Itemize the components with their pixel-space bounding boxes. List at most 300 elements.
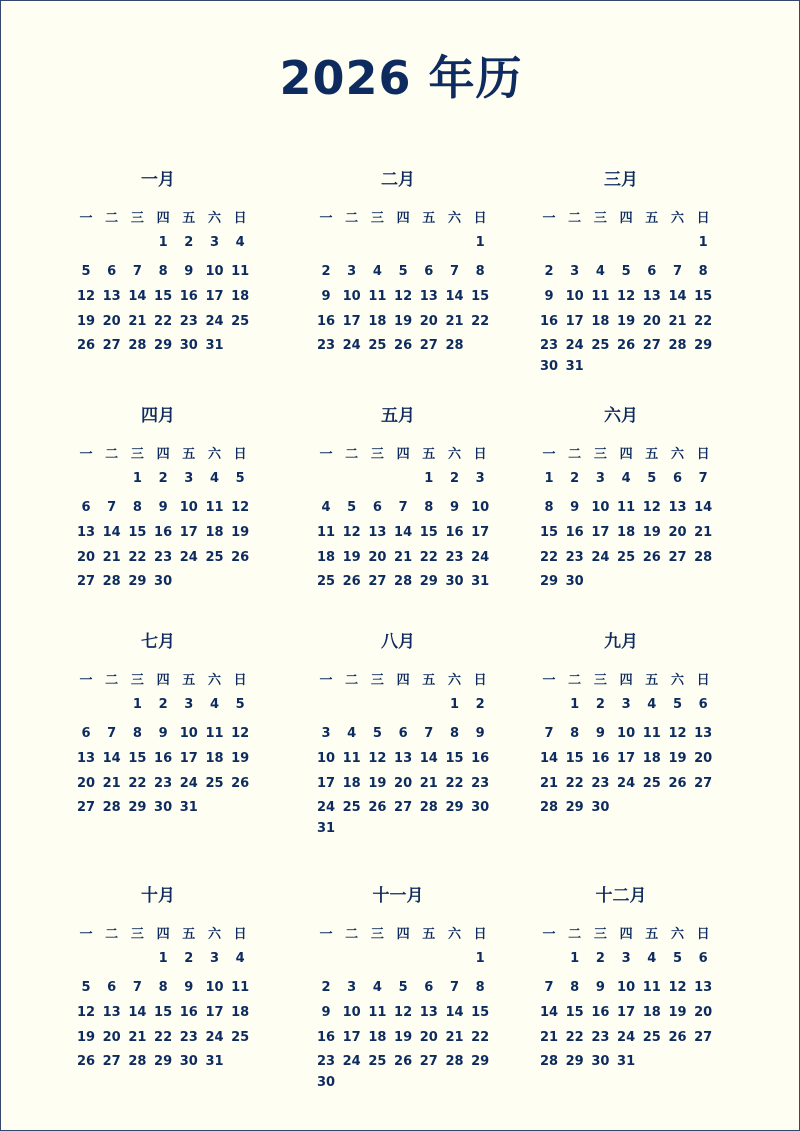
day-cell: 3 <box>621 697 631 712</box>
day-cell: 27 <box>642 338 661 353</box>
day-cell: 17 <box>179 751 198 766</box>
day-cell: 20 <box>694 1005 713 1020</box>
day-cell: 21 <box>539 1030 559 1045</box>
day-cell: 23 <box>539 338 559 353</box>
day-cell: 7 <box>132 980 142 995</box>
day-cell: 16 <box>154 751 173 766</box>
day-cell: 26 <box>394 1054 413 1069</box>
weekday-label: 五 <box>422 673 436 688</box>
day-cell: 12 <box>231 500 250 515</box>
day-cell: 24 <box>205 1030 224 1045</box>
day-cell: 21 <box>394 550 413 565</box>
day-cell: 11 <box>642 980 661 995</box>
day-cell: 24 <box>591 550 610 565</box>
day-cell: 5 <box>81 980 91 995</box>
day-cell: 19 <box>642 525 661 540</box>
day-cell: 21 <box>539 776 559 791</box>
weekday-label: 二 <box>345 447 359 462</box>
weekday-label: 六 <box>447 211 461 226</box>
day-cell: 11 <box>205 500 224 515</box>
day-cell: 16 <box>316 314 336 329</box>
day-cell: 31 <box>205 338 224 353</box>
day-cell: 21 <box>668 314 687 329</box>
weekday-label: 一 <box>319 211 333 226</box>
day-cell: 5 <box>672 951 683 966</box>
weekday-label: 二 <box>105 927 119 942</box>
weekday-label: 一 <box>319 927 333 942</box>
weekday-label: 四 <box>396 447 410 462</box>
weekday-label: 三 <box>370 673 384 688</box>
weekday-label: 六 <box>207 927 221 942</box>
month-name: 九月 <box>604 632 638 652</box>
day-cell: 19 <box>76 314 96 329</box>
day-cell: 12 <box>368 751 387 766</box>
day-cell: 30 <box>539 359 559 374</box>
day-cell: 12 <box>668 726 687 741</box>
weekday-label: 日 <box>473 211 487 226</box>
day-cell: 16 <box>179 289 198 304</box>
day-cell: 17 <box>316 776 336 791</box>
weekday-label: 四 <box>156 447 170 462</box>
day-cell: 26 <box>668 776 687 791</box>
day-cell: 18 <box>368 314 387 329</box>
day-cell: 27 <box>76 800 96 815</box>
day-cell: 21 <box>128 314 147 329</box>
day-cell: 28 <box>694 550 713 565</box>
day-cell: 25 <box>231 314 250 329</box>
month-name: 十二月 <box>595 886 647 906</box>
day-cell: 27 <box>694 776 713 791</box>
day-cell: 17 <box>591 525 610 540</box>
month-block <box>536 631 736 861</box>
weekday-label: 五 <box>182 211 196 226</box>
month-name: 二月 <box>381 170 415 190</box>
day-cell: 4 <box>647 951 657 966</box>
day-cell: 24 <box>565 338 584 353</box>
day-cell: 6 <box>672 471 683 486</box>
weekday-label: 日 <box>233 447 247 462</box>
weekday-label: 五 <box>182 927 196 942</box>
day-cell: 26 <box>668 1030 687 1045</box>
day-cell: 10 <box>179 726 198 741</box>
day-cell: 3 <box>621 951 631 966</box>
day-cell: 18 <box>642 751 661 766</box>
day-cell: 19 <box>76 1030 96 1045</box>
day-cell: 9 <box>321 289 331 304</box>
day-cell: 30 <box>316 1075 336 1090</box>
weekday-label: 三 <box>593 211 607 226</box>
day-cell: 9 <box>184 980 194 995</box>
day-cell: 18 <box>342 776 361 791</box>
day-cell: 2 <box>544 264 554 279</box>
day-cell: 27 <box>102 338 121 353</box>
day-cell: 1 <box>544 471 554 486</box>
weekday-label: 四 <box>396 927 410 942</box>
day-cell: 22 <box>694 314 713 329</box>
day-cell: 8 <box>132 726 142 741</box>
day-cell: 21 <box>445 314 464 329</box>
day-cell: 23 <box>591 1030 610 1045</box>
day-cell: 28 <box>539 1054 559 1069</box>
day-cell: 23 <box>179 314 198 329</box>
day-cell: 6 <box>698 951 708 966</box>
day-cell: 10 <box>565 289 584 304</box>
day-cell: 26 <box>394 338 413 353</box>
day-cell: 21 <box>419 776 438 791</box>
day-cell: 20 <box>419 1030 438 1045</box>
day-cell: 25 <box>642 1030 661 1045</box>
day-cell: 1 <box>449 697 460 712</box>
day-cell: 4 <box>372 980 382 995</box>
day-cell: 6 <box>107 264 117 279</box>
day-cell: 16 <box>471 751 490 766</box>
day-cell: 25 <box>642 776 661 791</box>
day-cell: 16 <box>154 525 173 540</box>
day-cell: 13 <box>419 289 438 304</box>
day-cell: 31 <box>565 359 584 374</box>
weekday-label: 五 <box>182 447 196 462</box>
day-cell: 19 <box>394 314 413 329</box>
day-cell: 6 <box>647 264 657 279</box>
day-cell: 30 <box>591 1054 610 1069</box>
day-cell: 3 <box>209 235 220 250</box>
day-cell: 25 <box>342 800 361 815</box>
day-cell: 3 <box>347 264 357 279</box>
day-cell: 9 <box>158 726 168 741</box>
day-cell: 6 <box>398 726 408 741</box>
day-cell: 5 <box>235 471 245 486</box>
day-cell: 1 <box>158 951 168 966</box>
day-cell: 10 <box>205 980 224 995</box>
day-cell: 3 <box>209 951 220 966</box>
day-cell: 1 <box>132 697 142 712</box>
weekday-label: 一 <box>542 447 556 462</box>
day-cell: 5 <box>398 980 408 995</box>
day-cell: 23 <box>179 1030 198 1045</box>
weekday-label: 五 <box>645 211 659 226</box>
day-cell: 13 <box>102 1005 121 1020</box>
weekday-label: 日 <box>233 211 247 226</box>
weekday-label: 四 <box>619 673 633 688</box>
day-cell: 14 <box>394 525 413 540</box>
weekday-label: 六 <box>447 927 461 942</box>
day-cell: 10 <box>617 726 636 741</box>
day-cell: 23 <box>565 550 584 565</box>
month-name: 五月 <box>381 406 415 426</box>
day-cell: 2 <box>158 471 168 486</box>
day-cell: 17 <box>205 1005 224 1020</box>
day-cell: 19 <box>231 525 250 540</box>
day-cell: 24 <box>617 776 636 791</box>
weekday-label: 三 <box>370 927 384 942</box>
day-cell: 6 <box>81 500 91 515</box>
day-cell: 30 <box>565 574 584 589</box>
day-cell: 29 <box>539 574 559 589</box>
day-cell: 29 <box>128 574 147 589</box>
weekday-label: 二 <box>105 673 119 688</box>
month-name: 六月 <box>604 406 638 426</box>
day-cell: 25 <box>205 550 224 565</box>
day-cell: 30 <box>471 800 490 815</box>
day-cell: 2 <box>449 471 460 486</box>
day-cell: 23 <box>591 776 610 791</box>
weekday-label: 六 <box>447 447 461 462</box>
day-cell: 27 <box>668 550 687 565</box>
day-cell: 5 <box>81 264 91 279</box>
day-cell: 10 <box>471 500 490 515</box>
month-block <box>536 169 736 399</box>
day-cell: 21 <box>445 1030 464 1045</box>
day-cell: 27 <box>694 1030 713 1045</box>
weekday-label: 日 <box>696 211 710 226</box>
day-cell: 5 <box>235 697 245 712</box>
weekday-label: 四 <box>619 211 633 226</box>
day-cell: 15 <box>154 289 173 304</box>
day-cell: 7 <box>449 264 460 279</box>
month-name: 四月 <box>141 406 175 426</box>
day-cell: 20 <box>394 776 413 791</box>
day-cell: 26 <box>368 800 387 815</box>
day-cell: 4 <box>347 726 357 741</box>
day-cell: 22 <box>419 550 438 565</box>
day-cell: 21 <box>128 1030 147 1045</box>
weekday-label: 六 <box>207 673 221 688</box>
day-cell: 20 <box>102 1030 121 1045</box>
day-cell: 14 <box>419 751 438 766</box>
day-cell: 25 <box>368 1054 387 1069</box>
day-cell: 26 <box>642 550 661 565</box>
day-cell: 6 <box>698 697 708 712</box>
day-cell: 7 <box>672 264 683 279</box>
day-cell: 9 <box>475 726 485 741</box>
day-cell: 1 <box>570 951 580 966</box>
day-cell: 19 <box>668 751 687 766</box>
day-cell: 3 <box>321 726 331 741</box>
day-cell: 27 <box>76 574 96 589</box>
day-cell: 24 <box>205 314 224 329</box>
day-cell: 9 <box>595 726 605 741</box>
day-cell: 10 <box>316 751 336 766</box>
weekday-label: 二 <box>105 447 119 462</box>
weekday-label: 五 <box>645 927 659 942</box>
day-cell: 2 <box>158 697 168 712</box>
day-cell: 13 <box>76 525 96 540</box>
weekday-label: 日 <box>696 927 710 942</box>
day-cell: 28 <box>394 574 413 589</box>
day-cell: 17 <box>471 525 490 540</box>
day-cell: 12 <box>76 1005 96 1020</box>
day-cell: 5 <box>347 500 357 515</box>
day-cell: 30 <box>154 800 173 815</box>
weekday-label: 四 <box>156 673 170 688</box>
day-cell: 5 <box>372 726 382 741</box>
day-cell: 25 <box>316 574 336 589</box>
day-cell: 6 <box>424 264 434 279</box>
day-cell: 17 <box>342 314 361 329</box>
day-cell: 24 <box>316 800 336 815</box>
day-cell: 15 <box>128 525 147 540</box>
weekday-label: 一 <box>79 211 93 226</box>
weekday-label: 三 <box>593 447 607 462</box>
day-cell: 15 <box>539 525 559 540</box>
weekday-label: 三 <box>593 927 607 942</box>
day-cell: 12 <box>668 980 687 995</box>
day-cell: 18 <box>231 1005 250 1020</box>
weekday-label: 一 <box>79 673 93 688</box>
day-cell: 1 <box>475 951 485 966</box>
day-cell: 2 <box>184 235 194 250</box>
day-cell: 26 <box>231 550 250 565</box>
day-cell: 28 <box>419 800 438 815</box>
day-cell: 9 <box>321 1005 331 1020</box>
weekday-label: 五 <box>422 927 436 942</box>
day-cell: 2 <box>595 697 605 712</box>
day-cell: 20 <box>694 751 713 766</box>
day-cell: 16 <box>539 314 559 329</box>
day-cell: 26 <box>617 338 636 353</box>
day-cell: 20 <box>102 314 121 329</box>
day-cell: 27 <box>394 800 413 815</box>
day-cell: 6 <box>424 980 434 995</box>
day-cell: 12 <box>342 525 361 540</box>
weekday-label: 三 <box>130 211 144 226</box>
weekday-label: 六 <box>670 927 684 942</box>
day-cell: 15 <box>471 289 490 304</box>
day-cell: 28 <box>128 338 147 353</box>
day-cell: 10 <box>205 264 224 279</box>
day-cell: 24 <box>342 1054 361 1069</box>
day-cell: 1 <box>698 235 708 250</box>
day-cell: 10 <box>342 1005 361 1020</box>
day-cell: 8 <box>424 500 434 515</box>
day-cell: 3 <box>347 980 357 995</box>
day-cell: 23 <box>445 550 464 565</box>
day-cell: 28 <box>128 1054 147 1069</box>
day-cell: 29 <box>419 574 438 589</box>
day-cell: 7 <box>107 500 117 515</box>
weekday-label: 四 <box>619 927 633 942</box>
weekday-label: 六 <box>670 447 684 462</box>
day-cell: 23 <box>471 776 490 791</box>
day-cell: 14 <box>694 500 713 515</box>
day-cell: 29 <box>445 800 464 815</box>
day-cell: 6 <box>107 980 117 995</box>
day-cell: 9 <box>158 500 168 515</box>
weekday-label: 三 <box>130 673 144 688</box>
day-cell: 11 <box>368 289 387 304</box>
month-block <box>313 169 513 399</box>
day-cell: 13 <box>694 980 713 995</box>
day-cell: 31 <box>471 574 490 589</box>
day-cell: 29 <box>154 338 173 353</box>
day-cell: 8 <box>132 500 142 515</box>
day-cell: 9 <box>595 980 605 995</box>
day-cell: 8 <box>158 264 168 279</box>
day-cell: 7 <box>698 471 708 486</box>
day-cell: 28 <box>668 338 687 353</box>
day-cell: 7 <box>449 980 460 995</box>
day-cell: 15 <box>128 751 147 766</box>
day-cell: 13 <box>668 500 687 515</box>
weekday-label: 日 <box>696 673 710 688</box>
day-cell: 8 <box>570 980 580 995</box>
day-cell: 4 <box>595 264 605 279</box>
day-cell: 20 <box>368 550 387 565</box>
day-cell: 29 <box>565 1054 584 1069</box>
day-cell: 29 <box>565 800 584 815</box>
day-cell: 24 <box>179 550 198 565</box>
day-cell: 21 <box>102 550 121 565</box>
day-cell: 12 <box>76 289 96 304</box>
day-cell: 1 <box>570 697 580 712</box>
weekday-label: 日 <box>473 673 487 688</box>
day-cell: 15 <box>471 1005 490 1020</box>
day-cell: 6 <box>81 726 91 741</box>
day-cell: 2 <box>595 951 605 966</box>
day-cell: 22 <box>154 314 173 329</box>
day-cell: 2 <box>570 471 580 486</box>
day-cell: 14 <box>445 1005 464 1020</box>
day-cell: 19 <box>368 776 387 791</box>
weekday-label: 一 <box>542 673 556 688</box>
day-cell: 4 <box>372 264 382 279</box>
day-cell: 28 <box>445 338 464 353</box>
weekday-label: 日 <box>696 447 710 462</box>
day-cell: 29 <box>128 800 147 815</box>
day-cell: 2 <box>475 697 485 712</box>
day-cell: 22 <box>154 1030 173 1045</box>
weekday-label: 一 <box>319 673 333 688</box>
day-cell: 22 <box>565 1030 584 1045</box>
day-cell: 10 <box>179 500 198 515</box>
day-cell: 12 <box>617 289 636 304</box>
day-cell: 12 <box>394 1005 413 1020</box>
weekday-label: 二 <box>568 447 582 462</box>
weekday-label: 二 <box>105 211 119 226</box>
day-cell: 29 <box>694 338 713 353</box>
month-name: 十月 <box>141 886 175 906</box>
day-cell: 22 <box>445 776 464 791</box>
weekday-label: 三 <box>370 447 384 462</box>
day-cell: 17 <box>342 1030 361 1045</box>
day-cell: 31 <box>205 1054 224 1069</box>
weekday-label: 二 <box>345 211 359 226</box>
weekday-label: 一 <box>79 927 93 942</box>
day-cell: 18 <box>591 314 610 329</box>
month-block <box>536 885 736 1115</box>
day-cell: 17 <box>179 525 198 540</box>
day-cell: 11 <box>617 500 636 515</box>
day-cell: 23 <box>316 1054 336 1069</box>
day-cell: 12 <box>394 289 413 304</box>
day-cell: 23 <box>154 550 173 565</box>
weekday-label: 三 <box>593 673 607 688</box>
page-title: 2026 年历 <box>279 51 523 105</box>
weekday-label: 五 <box>645 447 659 462</box>
day-cell: 30 <box>445 574 464 589</box>
day-cell: 5 <box>647 471 657 486</box>
day-cell: 14 <box>539 751 559 766</box>
day-cell: 7 <box>424 726 434 741</box>
weekday-label: 六 <box>670 211 684 226</box>
day-cell: 11 <box>231 980 250 995</box>
day-cell: 31 <box>617 1054 636 1069</box>
day-cell: 27 <box>419 1054 438 1069</box>
day-cell: 7 <box>544 980 554 995</box>
day-cell: 25 <box>205 776 224 791</box>
day-cell: 26 <box>231 776 250 791</box>
day-cell: 14 <box>102 525 121 540</box>
